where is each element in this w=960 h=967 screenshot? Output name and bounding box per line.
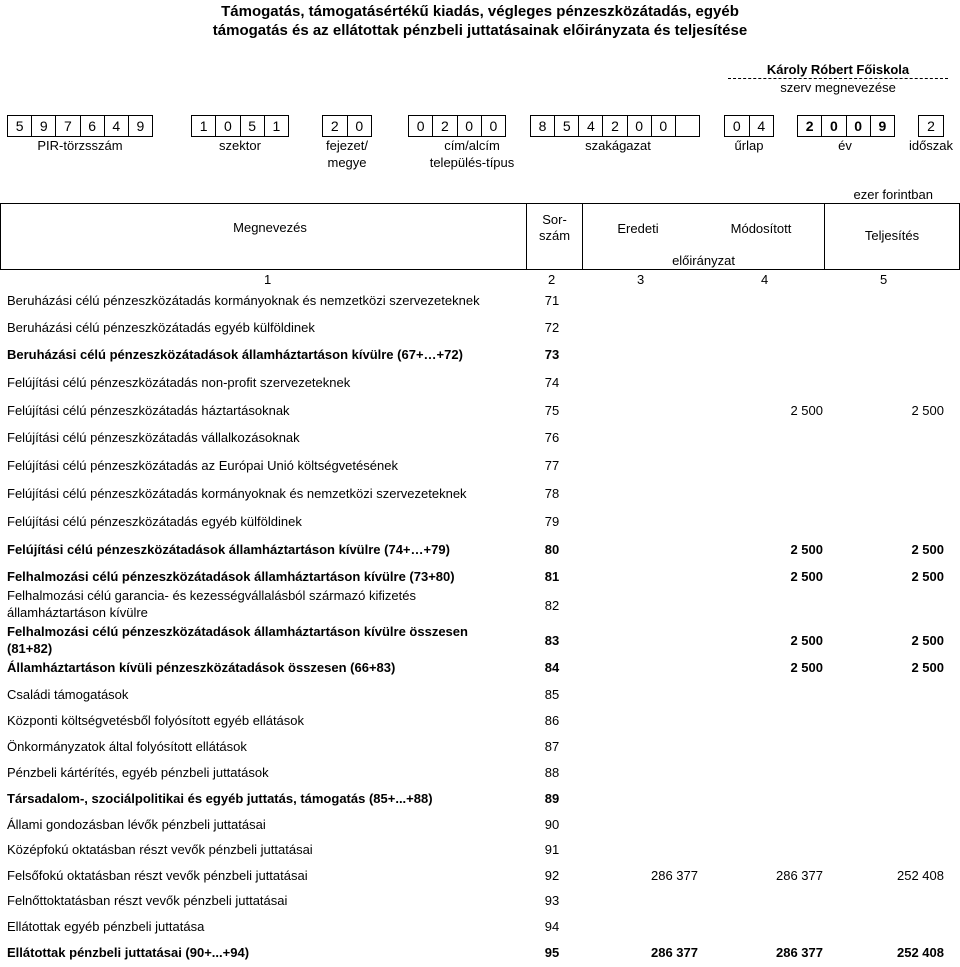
row-modositott: 2 500 bbox=[790, 569, 823, 584]
row-sorszam: 95 bbox=[544, 945, 560, 960]
row-sorszam: 86 bbox=[544, 713, 560, 728]
szakagazat-digit: 0 bbox=[628, 116, 652, 136]
fejezet-label-line-2: megye bbox=[327, 155, 367, 170]
cim-code-box bbox=[408, 115, 506, 137]
urlap-label: űrlap bbox=[734, 138, 764, 153]
cim-digit: 0 bbox=[458, 116, 482, 136]
index-2: 2 bbox=[548, 272, 556, 287]
row-sorszam: 89 bbox=[544, 791, 560, 806]
row-label-line-2: államháztartáson kívülre bbox=[7, 605, 148, 620]
pir-digit: 4 bbox=[105, 116, 129, 136]
row-label: Államháztartáson kívüli pénzeszközátadások összesen (66+83) bbox=[7, 660, 396, 675]
row-sorszam: 92 bbox=[544, 868, 560, 883]
header-sorszam-line-1: Sor- bbox=[542, 212, 567, 227]
row-label: Felnőttoktatásban részt vevők pénzbeli juttatásai bbox=[7, 893, 288, 908]
fejezet-label-line-1: fejezet/ bbox=[326, 138, 368, 153]
ev-code-box bbox=[797, 115, 895, 137]
urlap-digit: 0 bbox=[725, 116, 750, 136]
row-teljesites: 2 500 bbox=[911, 542, 944, 557]
row-label: Beruházási célú pénzeszközátadások államháztartáson kívülre (67+…+72) bbox=[7, 347, 463, 362]
pir-digit: 9 bbox=[32, 116, 56, 136]
cim-digit: 2 bbox=[433, 116, 457, 136]
ev-digit: 0 bbox=[822, 116, 846, 136]
szektor-digit: 0 bbox=[216, 116, 240, 136]
row-label: Önkormányzatok által folyósított ellátások bbox=[7, 739, 247, 754]
szakagazat-digit bbox=[676, 116, 699, 136]
index-5: 5 bbox=[880, 272, 888, 287]
szakagazat-code-box bbox=[530, 115, 700, 137]
row-teljesites: 2 500 bbox=[911, 660, 944, 675]
pir-digit: 9 bbox=[136, 118, 145, 134]
row-teljesites: 2 500 bbox=[911, 633, 944, 648]
row-sorszam: 91 bbox=[544, 842, 560, 857]
index-4: 4 bbox=[761, 272, 769, 287]
pir-digit: 6 bbox=[81, 116, 105, 136]
row-label: Felújítási célú pénzeszközátadás az Európai Unió költségvetésének bbox=[7, 458, 398, 473]
pir-label: PIR-törzsszám bbox=[37, 138, 123, 153]
index-3: 3 bbox=[637, 272, 645, 287]
row-modositott: 286 377 bbox=[776, 945, 823, 960]
row-sorszam: 88 bbox=[544, 765, 560, 780]
header-megnevezes: Megnevezés bbox=[233, 220, 307, 235]
row-label: Felújítási célú pénzeszközátadás non-profit szervezeteknek bbox=[7, 375, 351, 390]
row-label: Családi támogatások bbox=[7, 687, 129, 702]
ev-digit: 0 bbox=[847, 116, 871, 136]
cim-digit: 0 bbox=[489, 118, 498, 134]
row-label: Felsőfokú oktatásban részt vevők pénzbeli juttatásai bbox=[7, 868, 308, 883]
cim-digit: 0 bbox=[409, 116, 433, 136]
pir-code-box bbox=[7, 115, 153, 137]
szektor-digit: 5 bbox=[241, 116, 265, 136]
pir-digit: 5 bbox=[8, 116, 32, 136]
row-sorszam: 84 bbox=[544, 660, 560, 675]
row-sorszam: 83 bbox=[544, 633, 560, 648]
urlap-code-box bbox=[724, 115, 774, 137]
szakagazat-digit: 0 bbox=[652, 116, 676, 136]
row-label: Felújítási célú pénzeszközátadás egyéb külföldinek bbox=[7, 514, 302, 529]
row-sorszam: 82 bbox=[544, 598, 560, 613]
szektor-digit: 1 bbox=[272, 118, 281, 134]
row-sorszam: 76 bbox=[544, 430, 560, 445]
row-sorszam: 74 bbox=[544, 375, 560, 390]
header-sorszam-line-2: szám bbox=[538, 228, 571, 243]
row-sorszam: 72 bbox=[544, 320, 560, 335]
idoszak-digit: 2 bbox=[927, 118, 935, 134]
header-modositott: Módosított bbox=[730, 221, 792, 236]
row-label: Pénzbeli kártérítés, egyéb pénzbeli juttatások bbox=[7, 765, 269, 780]
row-teljesites: 2 500 bbox=[911, 569, 944, 584]
row-sorszam: 71 bbox=[544, 293, 560, 308]
row-modositott: 2 500 bbox=[790, 633, 823, 648]
fejezet-digit: 0 bbox=[355, 118, 364, 134]
urlap-digit: 4 bbox=[757, 118, 766, 134]
row-label: Állami gondozásban lévők pénzbeli juttatásai bbox=[7, 817, 266, 832]
row-label: Központi költségvetésből folyósított egyéb ellátások bbox=[7, 713, 305, 728]
row-eredeti: 286 377 bbox=[651, 868, 698, 883]
fejezet-digit: 2 bbox=[323, 116, 348, 136]
row-sorszam: 93 bbox=[544, 893, 560, 908]
title-line-1: Támogatás, támogatásértékű kiadás, végleges pénzeszközátadás, egyéb bbox=[221, 3, 739, 20]
institution-label: szerv megnevezése bbox=[780, 80, 896, 95]
row-label: Ellátottak pénzbeli juttatásai (90+...+94) bbox=[7, 945, 250, 960]
row-label-line-2: (81+82) bbox=[7, 641, 53, 656]
szakagazat-digit: 5 bbox=[555, 116, 579, 136]
row-label: Felújítási célú pénzeszközátadás vállalkozásoknak bbox=[7, 430, 300, 445]
fejezet-code-box bbox=[322, 115, 372, 137]
row-label: Beruházási célú pénzeszközátadás egyéb külföldinek bbox=[7, 320, 315, 335]
fejezet-label bbox=[312, 137, 382, 171]
row-modositott: 2 500 bbox=[790, 403, 823, 418]
row-sorszam: 75 bbox=[544, 403, 560, 418]
cim-label bbox=[402, 137, 542, 171]
header-teljesites: Teljesítés bbox=[864, 228, 920, 243]
unit-label: ezer forintban bbox=[853, 187, 933, 202]
row-sorszam: 80 bbox=[544, 542, 560, 557]
row-sorszam: 87 bbox=[544, 739, 560, 754]
row-label: Felhalmozási célú garancia- és kezességvállalásból származó kifizetés bbox=[7, 588, 416, 603]
row-sorszam: 77 bbox=[544, 458, 560, 473]
row-modositott: 2 500 bbox=[790, 542, 823, 557]
row-label: Felhalmozási célú pénzeszközátadások államháztartáson kívülre összesen bbox=[7, 624, 468, 639]
szakagazat-digit: 2 bbox=[603, 116, 627, 136]
title-line-2: támogatás és az ellátottak pénzbeli juttatásainak előirányzata és teljesítése bbox=[212, 22, 748, 39]
row-label: Beruházási célú pénzeszközátadás kormányoknak és nemzetközi szervezeteknek bbox=[7, 293, 480, 308]
row-sorszam: 81 bbox=[544, 569, 560, 584]
institution-block bbox=[728, 62, 948, 95]
row-eredeti: 286 377 bbox=[651, 945, 698, 960]
institution-name: Károly Róbert Főiskola bbox=[728, 62, 948, 79]
ev-label: év bbox=[838, 138, 852, 153]
header-eloiranyzat: előirányzat bbox=[672, 253, 735, 268]
cim-label-line-1: cím/alcím bbox=[444, 138, 500, 153]
row-modositott: 2 500 bbox=[790, 660, 823, 675]
row-label: Felhalmozási célú pénzeszközátadások államháztartáson kívülre (73+80) bbox=[7, 569, 455, 584]
szektor-code-box bbox=[191, 115, 289, 137]
row-teljesites: 2 500 bbox=[911, 403, 944, 418]
idoszak-label: időszak bbox=[908, 138, 954, 153]
row-label: Társadalom-, szociálpolitikai és egyéb juttatás, támogatás (85+...+88) bbox=[7, 791, 433, 806]
szektor-digit: 1 bbox=[192, 116, 216, 136]
row-label: Felújítási célú pénzeszközátadások államháztartáson kívülre (74+…+79) bbox=[7, 542, 450, 557]
row-label: Középfokú oktatásban részt vevők pénzbeli juttatásai bbox=[7, 842, 313, 857]
row-sorszam: 79 bbox=[544, 514, 560, 529]
ev-digit: 2 bbox=[798, 116, 822, 136]
row-sorszam: 73 bbox=[544, 347, 560, 362]
szakagazat-digit: 8 bbox=[531, 116, 555, 136]
row-teljesites: 252 408 bbox=[897, 945, 944, 960]
row-sorszam: 78 bbox=[544, 486, 560, 501]
row-modositott: 286 377 bbox=[776, 868, 823, 883]
index-1: 1 bbox=[264, 272, 272, 287]
szektor-label: szektor bbox=[219, 138, 261, 153]
row-label: Ellátottak egyéb pénzbeli juttatása bbox=[7, 919, 205, 934]
row-sorszam: 85 bbox=[544, 687, 560, 702]
row-sorszam: 90 bbox=[544, 817, 560, 832]
szakagazat-label: szakágazat bbox=[585, 138, 651, 153]
header-sorszam bbox=[527, 212, 582, 244]
row-label: Felújítási célú pénzeszközátadás háztartásoknak bbox=[7, 403, 290, 418]
cim-label-line-2: település-típus bbox=[429, 155, 515, 170]
row-teljesites: 252 408 bbox=[897, 868, 944, 883]
page-title bbox=[0, 2, 960, 40]
row-label: Felújítási célú pénzeszközátadás kormányoknak és nemzetközi szervezeteknek bbox=[7, 486, 467, 501]
header-eredeti: Eredeti bbox=[617, 221, 659, 236]
idoszak-code-box bbox=[918, 115, 944, 137]
ev-digit: 9 bbox=[878, 118, 887, 134]
pir-digit: 7 bbox=[56, 116, 80, 136]
row-sorszam: 94 bbox=[544, 919, 560, 934]
szakagazat-digit: 4 bbox=[579, 116, 603, 136]
